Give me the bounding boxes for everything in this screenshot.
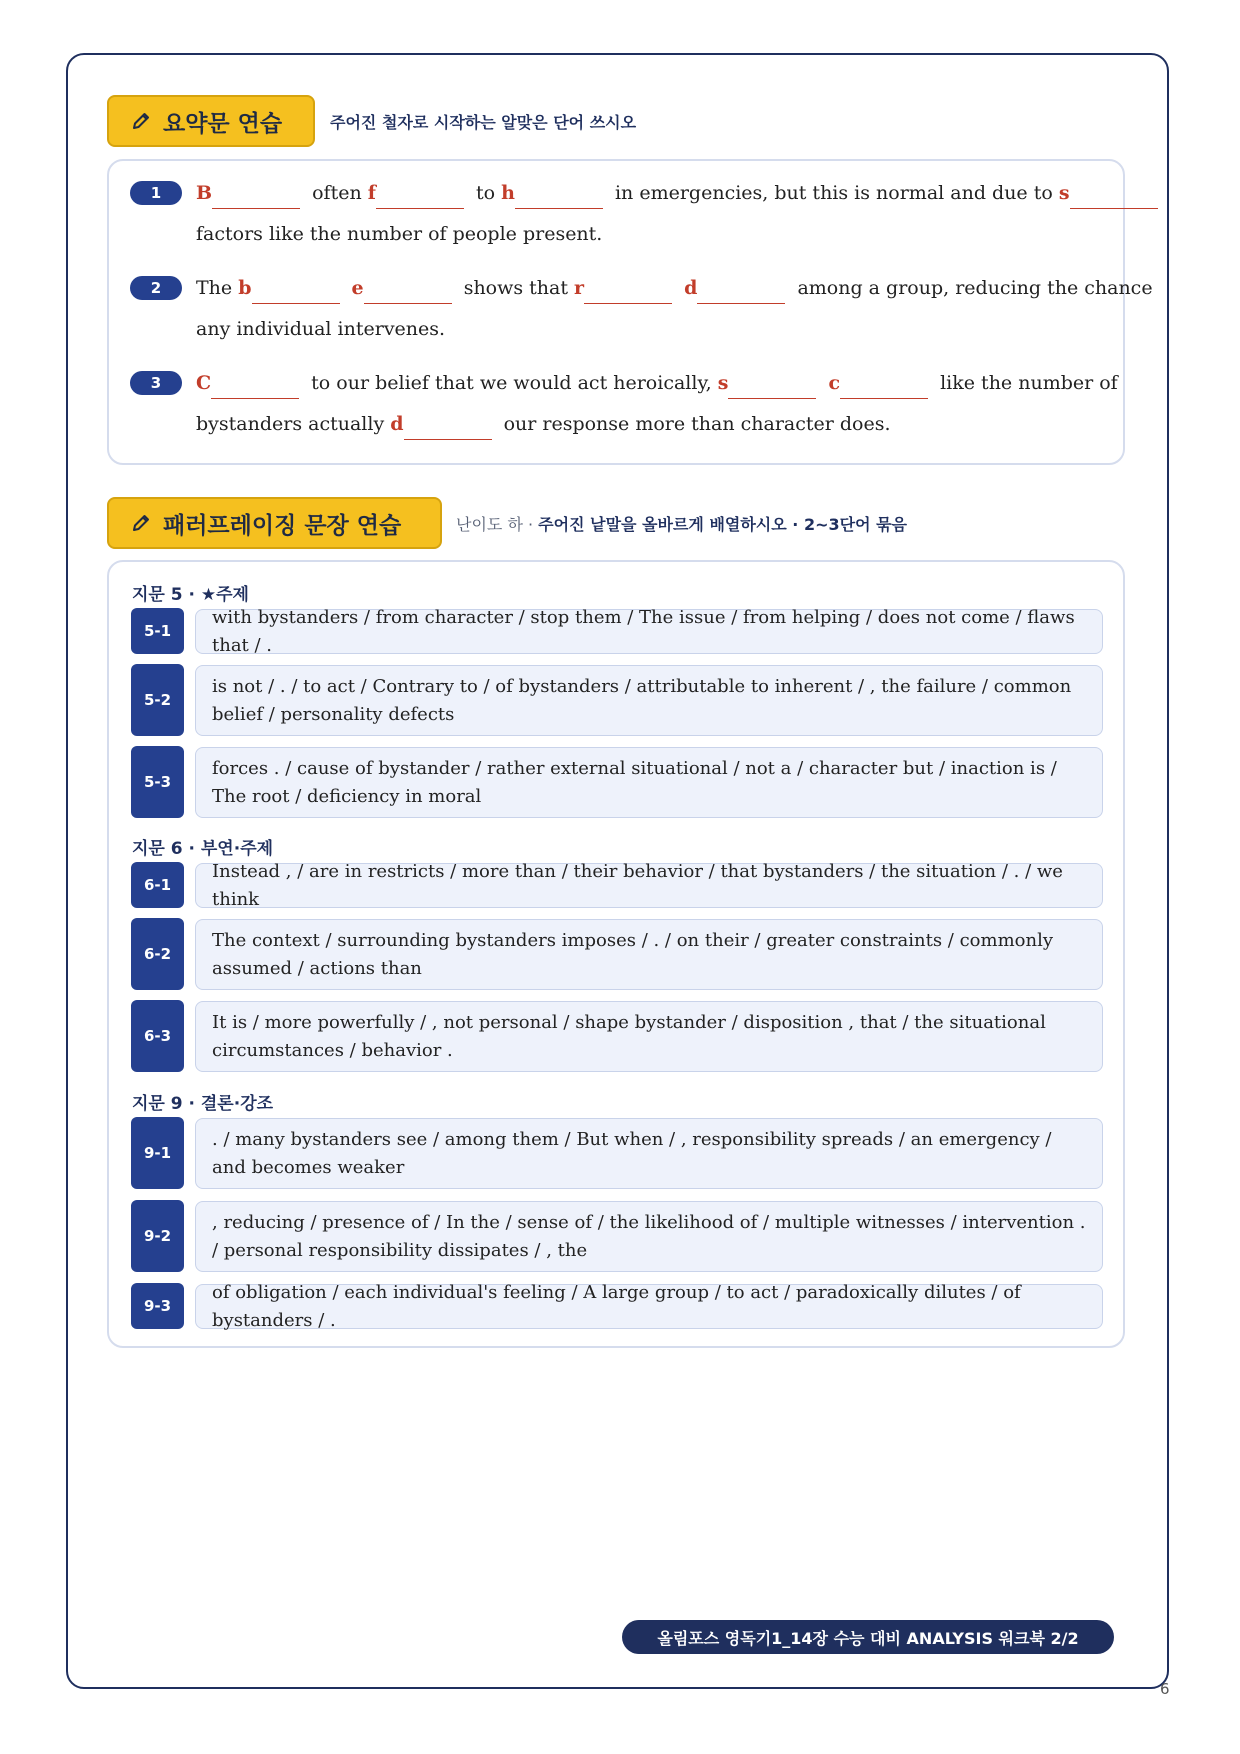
summary-section-title: 요약문 연습 [163, 110, 283, 137]
word-chunks-box: is not / . / to act / Contrary to / of bystanders / attributable to inherent / , the failure / common belief / personality defects [195, 665, 1103, 736]
answer-blank[interactable] [212, 186, 300, 209]
item-number: 1 [130, 181, 182, 205]
summary-section-tab [107, 95, 315, 147]
item-number: 9-1 [131, 1117, 184, 1189]
word-chunks-box: . / many bystanders see / among them / But when / , responsibility spreads / an emergency / and becomes weaker [195, 1118, 1103, 1189]
item-number: 5-3 [131, 746, 184, 818]
word-chunks-box: The context / surrounding bystanders imposes / . / on their / greater constraints / commonly assumed / actions than [195, 919, 1103, 990]
paraphrase-section-tab [107, 497, 442, 549]
summary-line: C to our belief that we would act heroically, s c like the number of [196, 372, 1118, 399]
word-chunks-box: forces . / cause of bystander / rather external situational / not a / character but / inaction is / The root / deficiency in moral [195, 747, 1103, 818]
answer-blank[interactable] [840, 376, 928, 399]
word-chunks-box: of obligation / each individual's feeling / A large group / to act / paradoxically dilutes / of bystanders / . [195, 1284, 1103, 1329]
answer-blank[interactable] [1070, 186, 1158, 209]
summary-line: any individual intervenes. [196, 318, 446, 340]
summary-instructions: 주어진 철자로 시작하는 알맞은 단어 쓰시오 [330, 113, 637, 132]
word-chunks-box: , reducing / presence of / In the / sense of / the likelihood of / multiple witnesses / intervention . / personal responsibility dissipates / , the [195, 1201, 1103, 1272]
paraphrase-section-title: 패러프레이징 문장 연습 [163, 512, 402, 539]
summary-item [130, 371, 1118, 441]
answer-blank[interactable] [584, 281, 672, 304]
item-number: 9-3 [131, 1283, 184, 1329]
item-number: 2 [130, 276, 182, 300]
summary-line: factors like the number of people present. [196, 223, 603, 245]
pencil-icon [131, 513, 151, 533]
answer-blank[interactable] [728, 376, 816, 399]
passage-heading: 지문 5 · ★주제 [132, 585, 249, 605]
item-number: 3 [130, 371, 182, 395]
answer-blank[interactable] [404, 417, 492, 440]
summary-item [130, 276, 1153, 346]
item-number: 6-2 [131, 918, 184, 990]
word-chunks-box: It is / more powerfully / , not personal / shape bystander / disposition , that / the situational circumstances / behavior . [195, 1001, 1103, 1072]
paraphrase-instructions: 난이도 하 · 주어진 낱말을 올바르게 배열하시오 · 2~3단어 묶음 [456, 515, 908, 534]
footer-title-badge: 올림포스 영독기1_14장 수능 대비 ANALYSIS 워크북 2/2 [622, 1620, 1114, 1654]
answer-blank[interactable] [252, 281, 340, 304]
summary-line: bystanders actually d our response more than character does. [196, 413, 891, 440]
answer-blank[interactable] [515, 186, 603, 209]
passage-heading: 지문 6 · 부연·주제 [132, 839, 274, 859]
item-number: 5-2 [131, 664, 184, 736]
passage-heading: 지문 9 · 결론·강조 [132, 1094, 274, 1114]
summary-line: B often f to h in emergencies, but this is normal and due to s [196, 182, 1158, 209]
item-number: 6-3 [131, 1000, 184, 1072]
word-chunks-box: Instead , / are in restricts / more than / their behavior / that bystanders / the situation / . / we think [195, 863, 1103, 908]
item-number: 6-1 [131, 862, 184, 908]
page-number: 6 [1160, 1680, 1170, 1698]
item-number: 5-1 [131, 608, 184, 654]
answer-blank[interactable] [697, 281, 785, 304]
answer-blank[interactable] [364, 281, 452, 304]
pencil-icon [131, 111, 151, 131]
word-chunks-box: with bystanders / from character / stop them / The issue / from helping / does not come / flaws that / . [195, 609, 1103, 654]
item-number: 9-2 [131, 1200, 184, 1272]
answer-blank[interactable] [211, 376, 299, 399]
answer-blank[interactable] [376, 186, 464, 209]
summary-line: The b e shows that r d among a group, reducing the chance [196, 277, 1153, 304]
summary-item [130, 181, 1090, 251]
